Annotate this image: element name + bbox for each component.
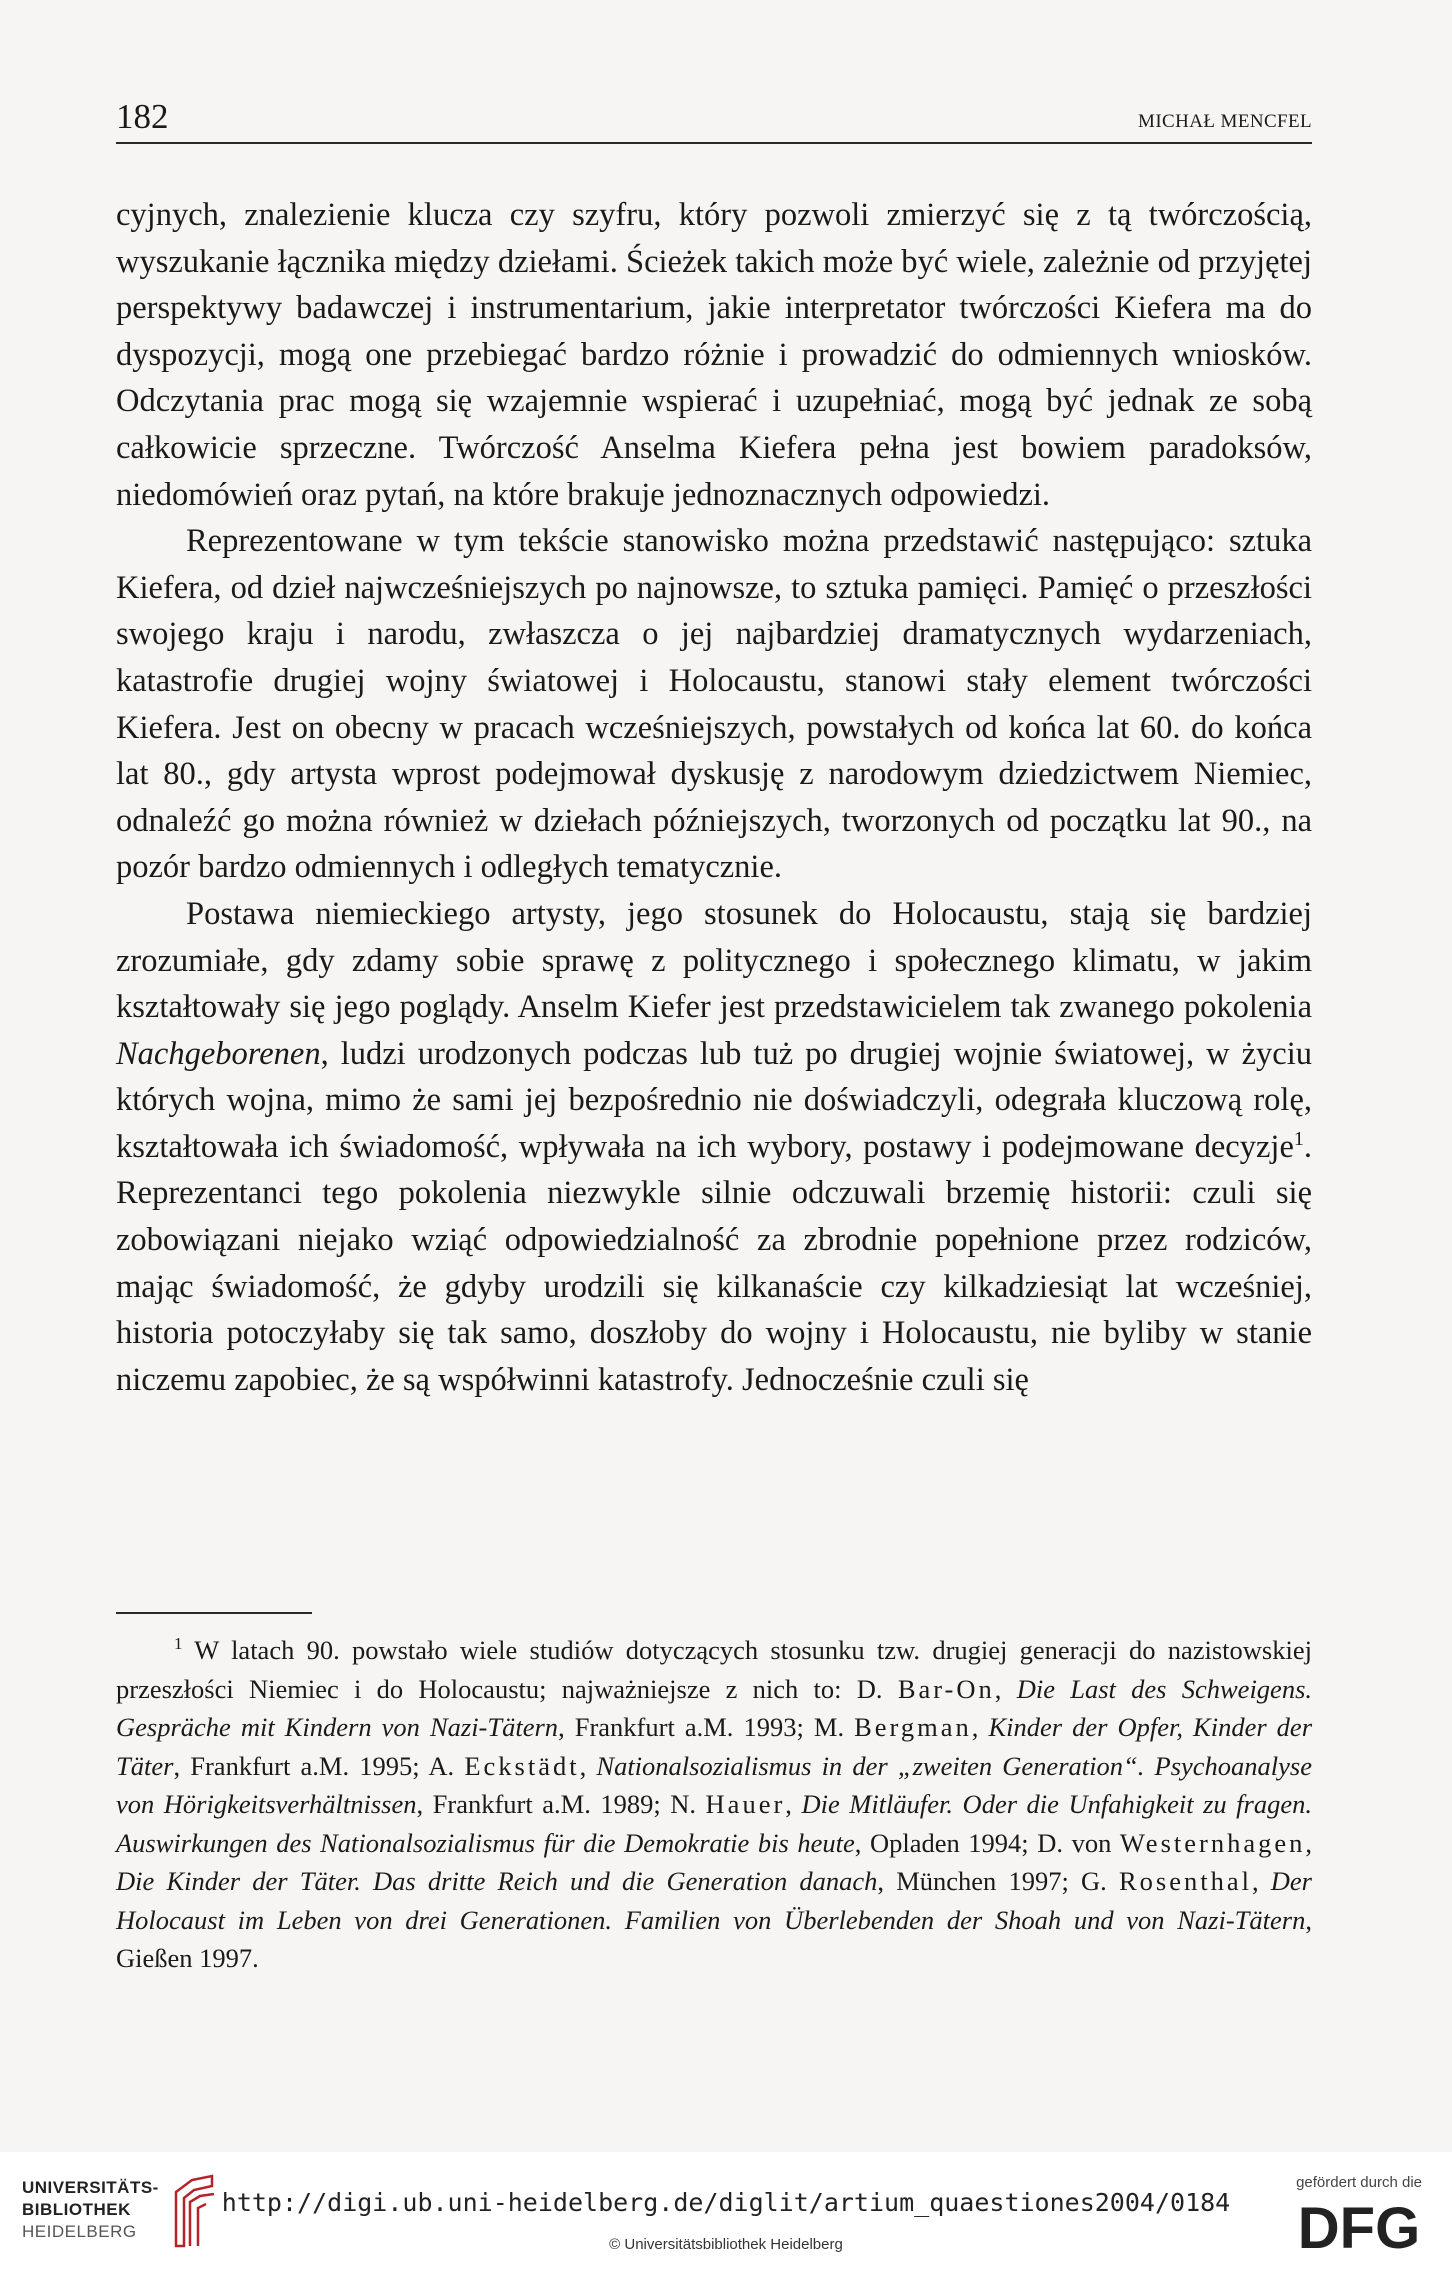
footnote-title: Der Holocaust im Leben von drei Generationen. Familien von Überlebenden der Shoah und von Nazi-Tätern (116, 1866, 1312, 1935)
source-url-link[interactable]: http://digi.ub.uni-heidelberg.de/diglit/artium_quaestiones2004/0184 (221, 2188, 1231, 2217)
paragraph-3-text-b: , ludzi urodzonych podczas lub tuż po drugiej wojnie światowej, w życiu których wojna, mimo że sami jej bezpośrednio nie doświadczyli, odegrała kluczową rolę, kształtowała ich świadomość, wpływała na ich wybory, postawy i podejmowane decyzje (116, 1035, 1312, 1165)
footnote-author: Bergman (854, 1712, 972, 1742)
footnote-text: , (994, 1673, 1017, 1704)
footnote-title: Nationalsozialismus in der „zweiten Generation“. Psychoanalyse von Hörigkeitsverhältnissen (116, 1750, 1313, 1819)
funding-note: gefördert durch die (1296, 2174, 1422, 2191)
footnote-title: Die Mitläufer. Oder die Unfahigkeit zu fragen. Auswirkungen des Nationalsozialismus für die Demokratie bis heute (116, 1789, 1312, 1858)
footnote-reference[interactable]: 1 (1293, 1128, 1304, 1151)
footnote-1 (116, 1631, 1312, 1978)
footnote-text: , Frankfurt a.M. 1993; M. (558, 1712, 855, 1742)
page-header (116, 97, 1312, 143)
running-head-author: MICHAŁ MENCFEL (1138, 111, 1312, 132)
footnote-text: , (1305, 1827, 1312, 1858)
footnote-title: Die Last des Schweigens. Gespräche mit Kindern von Nazi-Tätern (116, 1673, 1313, 1742)
footnote-mark: 1 (174, 1634, 183, 1654)
footnote-text: , (971, 1712, 989, 1742)
footnote-text: , (1251, 1866, 1271, 1896)
footnote-author: Hauer (705, 1789, 786, 1819)
footnote-text: , Frankfurt a.M. 1989; N. (416, 1789, 706, 1819)
footnote-title: Kinder der Opfer, Kinder der Täter (116, 1712, 1313, 1781)
footnote-author: Eckstädt (464, 1750, 580, 1781)
paragraph-3-text-a: Postawa niemieckiego artysty, jego stosunek do Holocaustu, stają się bardziej zrozumiałe, gdy zdamy sobie sprawę z politycznego i społecznego klimatu, w jakim kształtowały się jego poglądy. Anselm Kiefer jest przedstawicielem tak zwanego pokolenia (116, 895, 1312, 1026)
paragraph-1: cyjnych, znalezienie klucza czy szyfru, który pozwoli zmierzyć się z tą twórczością, wyszukanie łącznika między dziełami. Ścieżek takich może być wiele, zależnie od przyjętej perspektywy badawczej i instrumentarium, jakie interpretator twórczości Kiefera ma do dyspozycji, mogą one przebiegać bardzo różnie i prowadzić do odmiennych wniosków. Odczytania prac mogą się wzajemnie wspierać i uzupełniać, mogą być jednak ze sobą całkowicie sprzeczne. Twórczość Anselma Kiefera pełna jest bowiem paradoksów, niedomówień oraz pytań, na które brakuje jednoznacznych odpowiedzi. (116, 197, 1312, 513)
page-number: 182 (116, 97, 169, 136)
footnote-author: Bar-On (897, 1673, 995, 1704)
dfg-logo-icon[interactable] (1294, 2194, 1424, 2258)
footnote-title: Die Kinder der Täter. Das dritte Reich und die Generation danach (116, 1866, 878, 1896)
footnote-text: , München 1997; G. (877, 1866, 1119, 1896)
header-rule (116, 142, 1312, 144)
paragraph-3-text-c: . Reprezentanci tego pokolenia niezwykle silnie odczuwali brzemię historii: czuli się zobowiązani niejako wziąć odpowiedzialność za zbrodnie popełnione przez rodziców, mając świadomość, że gdyby urodzili się kilkanaście czy kilkadziesiąt lat wcześniej, historia potoczyłaby się tak samo, doszłoby do wojny i Holocaustu, nie byliby w stanie niczemu zapobiec, że są współwinni katastrofy. Jednocześnie czuli się (116, 1128, 1312, 1398)
footnote-text: , Gießen 1997. (116, 1904, 1312, 1973)
main-text (116, 192, 1312, 1403)
copyright-notice: © Universitätsbibliothek Heidelberg (609, 2236, 843, 2253)
footnote-separator (116, 1612, 312, 1614)
paragraph-2: Reprezentowane w tym tekście stanowisko można przedstawić następująco: sztuka Kiefera, od dzieł najwcześniejszych po najnowsze, to sztuka pamięci. Pamięć o przeszłości swojego kraju i narodu, zwłaszcza o jej najbardziej dramatycznych wydarzeniach, katastrofie drugiej wojny światowej i Holocaustu, stanowi stały element twórczości Kiefera. Jest on obecny w pracach wcześniejszych, powstałych od końca lat 60. do końca lat 80., gdy artysta wprost podejmował dyskusję z narodowym dziedzictwem Niemiec, odnaleźć go można również w dziełach późniejszych, tworzonych od początku lat 90., na pozór bardzo odmiennych i odległych tematycznie. (116, 523, 1312, 886)
digitization-footer (0, 2152, 1452, 2269)
term-nachgeborenen: Nachgeborenen (116, 1035, 321, 1072)
library-name-line-1: UNIVERSITÄTS- (22, 2178, 159, 2197)
footnote-text: , Opladen 1994; D. von (854, 1827, 1120, 1858)
footnote-text: , (579, 1750, 597, 1781)
footnote-text: W latach 90. powstało wiele studiów dotyczących stosunku tzw. drugiej generacji do nazistowskiej przeszłości Niemiec i do Holocaustu; najważniejsze z nich to: D. (116, 1635, 1312, 1704)
library-name-line-3: HEIDELBERG (22, 2222, 137, 2241)
footnote-text: , Frankfurt a.M. 1995; A. (173, 1750, 465, 1781)
footnote-author: Westernhagen (1119, 1827, 1306, 1858)
dfg-logo-text: DFG (1297, 2196, 1421, 2258)
paragraph-3 (116, 891, 1312, 1404)
footnote-author: Rosenthal (1118, 1866, 1252, 1896)
library-name-line-2: BIBLIOTHEK (22, 2200, 131, 2219)
footnote-text: , (785, 1789, 802, 1819)
